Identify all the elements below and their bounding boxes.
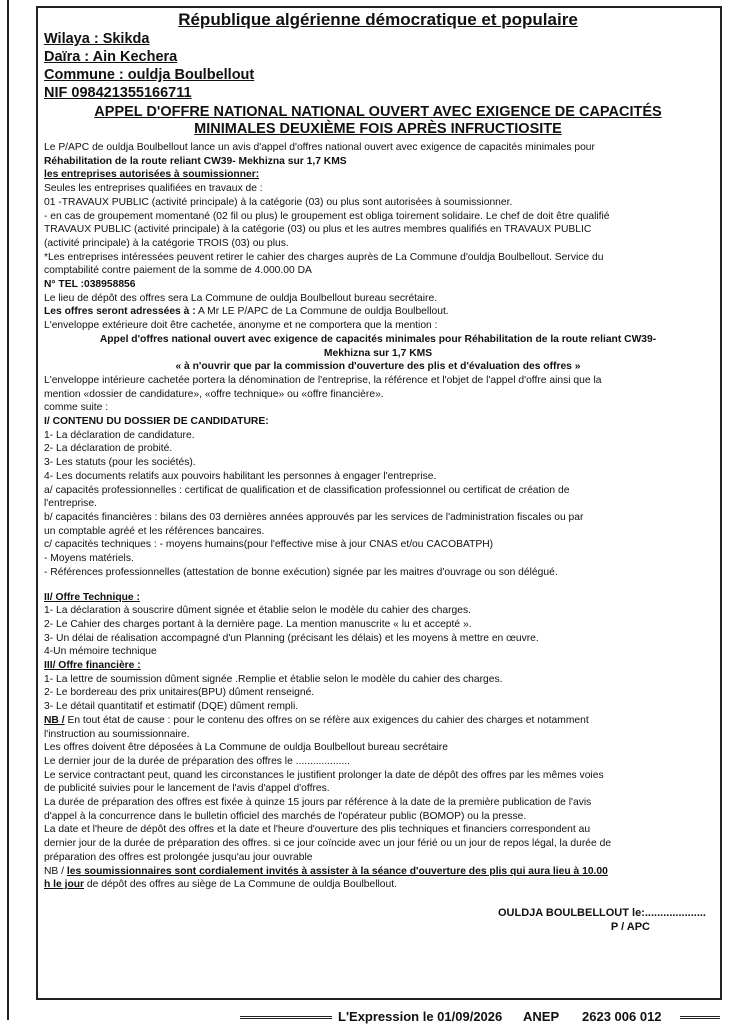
phone-number: N° TEL :038958856	[44, 279, 136, 291]
eligibility-line: *Les entreprises intéressées peuvent retirer le cahier des charges auprès de La Commune d'ouldja Boulbellout. Service du	[44, 251, 604, 263]
addressed-label: Les offres seront adressées à :	[44, 306, 196, 318]
addressed-text: A Mr LE P/APC de La Commune de ouldja Boulbellout.	[195, 306, 449, 318]
inner-envelope-line: mention «dossier de candidature», «offre technique» ou «offre financière».	[44, 388, 384, 400]
closing-line: La date et l'heure de dépôt des offres et la date et l'heure d'ouverture des plis techniques et financiers correspondent au	[44, 824, 591, 836]
mention-line: « à n'ouvrir que par la commission d'ouverture des plis et d'évaluation des offres »	[175, 361, 581, 373]
closing-line: préparation des offres est prolongée jusqu'au jour ouvrable	[44, 851, 313, 863]
nif-line: NIF 098421355166711	[44, 85, 192, 101]
closing-line: Le dernier jour de la durée de préparation des offres le ...................	[44, 755, 351, 767]
candidature-item: c/ capacités techniques : - moyens humains(pour l'effective mise à jour CNAS et/ou CACOBATPH)	[44, 539, 494, 551]
agency-name: ANEP	[523, 1009, 560, 1024]
tender-title-line2: MINIMALES DEUXIÈME FOIS APRÈS INFRUCTIOSITE	[194, 121, 562, 137]
nb-line: l'instruction au soumissionnaire.	[44, 728, 190, 740]
eligibility-heading: les entreprises autorisées à soumissionner:	[44, 169, 260, 181]
candidature-item: b/ capacités financières : bilans des 03 dernières années approuvés par les services de l'administration fiscales ou par	[44, 511, 584, 523]
candidature-item: - Moyens matériels.	[44, 553, 134, 565]
financiere-item: 2- Le bordereau des prix unitaires(BPU) dûment renseigné.	[44, 687, 315, 699]
signature-block	[44, 906, 712, 934]
mention-line: Appel d'offres national ouvert avec exigence de capacités minimales pour Réhabilitation de la route reliant CW39-	[99, 333, 657, 345]
nb-label: NB /	[44, 714, 65, 726]
candidature-item: 3- Les statuts (pour les sociétés).	[44, 457, 196, 469]
closing-line: Les offres doivent être déposées à La Commune de ouldja Boulbellout bureau secrétaire	[44, 742, 448, 754]
candidature-item: 4- Les documents relatifs aux pouvoirs habilitant les personnes à engager l'entreprise.	[44, 470, 437, 482]
envelope-text: L'enveloppe extérieure doit être cachetée, anonyme et ne comportera que la mention :	[44, 320, 438, 332]
eligibility-line: - en cas de groupement momentané (02 fil ou plus) le groupement est obliga toirement solidaire. Le chef de doit être qualifié	[44, 210, 610, 222]
candidature-item: 2- La déclaration de probité.	[44, 443, 173, 455]
project-name: Réhabilitation de la route reliant CW39- Mekhizna sur 1,7 KMS	[44, 155, 347, 167]
intro-text: Le P/APC de ouldja Boulbellout lance un avis d'appel d'offres national ouvert avec exigence de capacités minimales pour	[44, 142, 595, 153]
candidature-item: - Références professionnelles (attestation de bonne exécution) signée par les maitres d'ouvrage ou son délégué.	[44, 566, 558, 578]
addressed-to	[44, 305, 712, 319]
eligibility-line: Seules les entreprises qualifiées en travaux de :	[44, 183, 263, 195]
wilaya-line: Wilaya : Skikda	[44, 31, 150, 47]
eligibility-line: (activité principale) à la catégorie TROIS (03) ou plus.	[44, 237, 289, 249]
nb2-bold: les soumissionnaires sont cordialement invités à assister à la séance d'ouverture des plis qui aura lieu à 10.00	[66, 865, 608, 877]
closing-line: de publicité suivies pour le lancement de l'avis d'appel d'offres.	[44, 783, 330, 795]
eligibility-line: 01 -TRAVAUX PUBLIC (activité principale) à la catégorie (03) ou plus sont autorisées à soumissionner.	[44, 196, 513, 208]
reference-number: 2623 006 012	[582, 1009, 662, 1024]
footer-rule	[240, 1016, 332, 1019]
technique-list	[44, 604, 712, 659]
closing-line: Le service contractant peut, quand les circonstances le justifient prolonger la date de dépôt des offres par les mêmes voies	[44, 769, 604, 781]
eligibility-line: TRAVAUX PUBLIC (activité principale) à la catégorie (03) ou plus et les autres membres qualifiés en TRAVAUX PUBLIC	[44, 224, 592, 236]
signature-title: P / APC	[610, 920, 650, 933]
eligibility-line: comptabilité contre paiement de la somme de 4.000.00 DA	[44, 265, 312, 277]
deposit-location: Le lieu de dépôt des offres sera La Commune de ouldja Boulbellout bureau secrétaire.	[44, 292, 438, 304]
nb2-label: NB /	[44, 865, 67, 877]
nb-text: En tout état de cause : pour le contenu des offres on se réfère aux exigences du cahier des charges et notamment	[64, 714, 589, 726]
mention-line: Mekhizna sur 1,7 KMS	[323, 347, 433, 359]
financiere-heading: III/ Offre financière :	[44, 660, 141, 672]
inner-envelope-line: L'enveloppe intérieure cachetée portera la dénomination de l'entreprise, la référence et l'objet de l'appel d'offre ainsi que la	[44, 374, 602, 386]
nb2-rest: de dépôt des offres au siège de La Commune de ouldja Boulbellout.	[84, 879, 397, 891]
technique-item: 1- La déclaration à souscrire dûment signée et établie selon le modèle du cahier des charges.	[44, 605, 472, 617]
closing-line: d'appel à la concurrence dans le bulletin officiel des marchés de l'opérateur public (BOMOP) ou la presse.	[44, 810, 527, 822]
financiere-item: 1- La lettre de soumission dûment signée .Remplie et établie selon le modèle du cahier des charges.	[44, 673, 503, 685]
candidature-item: un comptable agréé et les références bancaires.	[44, 525, 265, 537]
technique-item: 3- Un délai de réalisation accompagné d'un Planning (précisant les délais) et les moyens à mettre en œuvre.	[44, 632, 539, 644]
footer-rule	[680, 1016, 720, 1019]
closing-line: La durée de préparation des offres est fixée à quinze 15 jours par référence à la date de la première publication de l'avis	[44, 797, 592, 809]
left-margin-rule	[7, 0, 9, 1020]
tender-title	[44, 104, 712, 138]
closing-line: dernier jour de la durée de préparation des offres. si ce jour coïncide avec un jour férié ou un jour de repos légal, la durée de	[44, 838, 612, 850]
closing-list	[44, 741, 712, 864]
signature-place: OULDJA BOULBELLOUT le:....................	[498, 906, 706, 919]
nb-line	[44, 714, 712, 728]
nb2-bold2: h le jour	[44, 879, 85, 891]
candidature-item: l'entreprise.	[44, 498, 97, 510]
candidature-item: 1- La déclaration de candidature.	[44, 429, 195, 441]
candidature-item: a/ capacités professionnelles : certificat de qualification et de classification professionnel ou certificat de création de	[44, 484, 570, 496]
candidature-list	[44, 429, 712, 580]
technique-item: 4-Un mémoire technique	[44, 646, 157, 658]
nb2-line	[44, 878, 712, 892]
tender-title-line1: APPEL D'OFFRE NATIONAL NATIONAL OUVERT AVEC EXIGENCE DE CAPACITÉS	[94, 104, 662, 120]
republic-heading: République algérienne démocratique et populaire	[178, 10, 578, 29]
financiere-list	[44, 673, 712, 714]
publication-name-date: L'Expression le 01/09/2026	[338, 1009, 503, 1024]
technique-item: 2- Le Cahier des charges portant à la dernière page. La mention manuscrite « lu et accepté ».	[44, 618, 472, 630]
nb2-line	[44, 865, 712, 879]
publication-footer	[0, 1003, 754, 1033]
financiere-item: 3- Le détail quantitatif et estimatif (DQE) dûment rempli.	[44, 701, 299, 713]
commune-line: Commune : ouldja Boulbellout	[44, 67, 255, 83]
notice-content	[44, 10, 712, 934]
inner-envelope-line: comme suite :	[44, 402, 109, 414]
technique-heading: II/ Offre Technique :	[44, 591, 140, 603]
daira-line: Daïra : Ain Kechera	[44, 49, 178, 65]
candidature-heading: I/ CONTENU DU DOSSIER DE CANDIDATURE:	[44, 416, 269, 428]
